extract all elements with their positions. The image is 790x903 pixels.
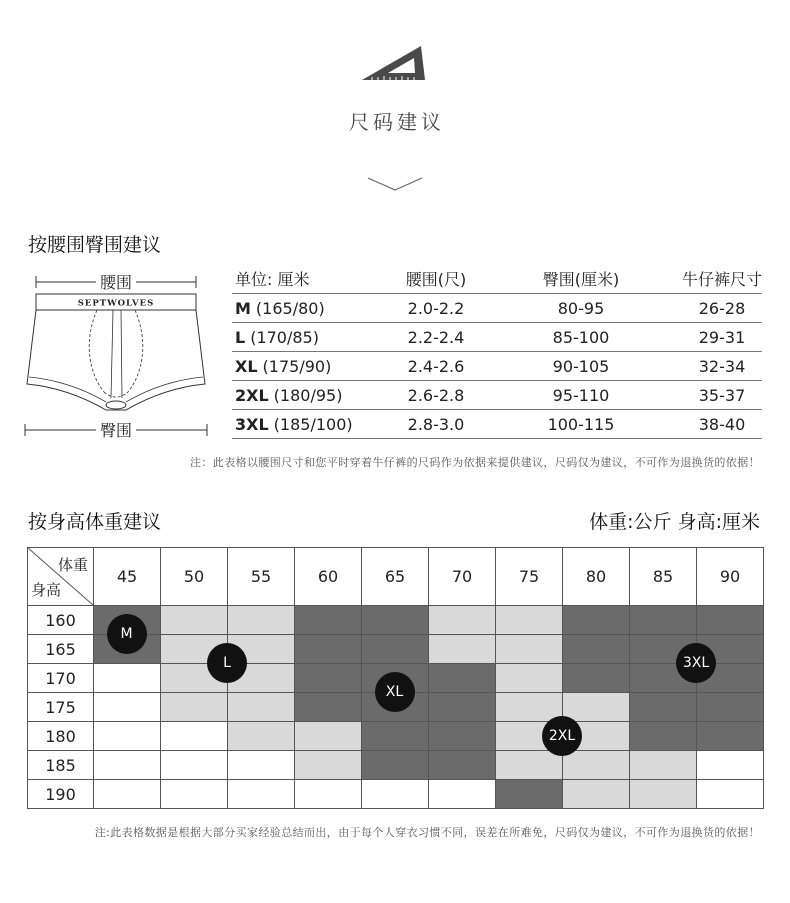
height-label-185: 185 <box>27 750 94 780</box>
size-code: 2XL <box>235 385 269 405</box>
size-cell <box>495 634 563 664</box>
table-row <box>232 352 762 381</box>
waist-label: 腰围 <box>99 273 133 292</box>
table-row <box>232 410 762 439</box>
briefs-body <box>27 310 205 410</box>
page-title: 尺码建议 <box>349 110 445 134</box>
hip-value: 100-115 <box>547 414 615 434</box>
size-cell <box>294 663 362 693</box>
waist-value: 2.6-2.8 <box>407 385 465 405</box>
waist-header: 腰围(尺) <box>405 270 467 289</box>
height-label-165: 165 <box>27 634 94 664</box>
size-cell <box>294 721 362 751</box>
set-square-icon <box>358 42 430 86</box>
waist-value: 2.8-3.0 <box>407 414 465 434</box>
weight-header-50: 50 <box>160 547 228 606</box>
size-badge-xl: XL <box>375 672 415 712</box>
size-spec: (180/95) <box>273 385 343 405</box>
weight-header-60: 60 <box>294 547 362 606</box>
size-badge-2xl: 2XL <box>542 716 582 756</box>
hip-value: 90-105 <box>552 356 610 376</box>
waist-hip-note: 注：此表格以腰围尺寸和您平时穿着牛仔裤的尺码作为依据来提供建议，尺码仅为建议，不可作为退换货的依据！ <box>190 456 760 469</box>
size-cell <box>232 328 392 347</box>
size-cell <box>294 750 362 780</box>
size-cell <box>629 721 697 751</box>
corner-weight-label: 体重 <box>57 556 88 574</box>
weight-header-90: 90 <box>696 547 764 606</box>
jeans-header: 牛仔裤尺寸 <box>682 270 763 289</box>
size-badge-l: L <box>207 643 247 683</box>
waist-value: 2.0-2.2 <box>407 298 465 318</box>
grid-corner-cell <box>27 547 94 606</box>
size-cell <box>160 605 228 635</box>
size-cell <box>93 692 161 722</box>
height-label-190: 190 <box>27 779 94 809</box>
size-cell <box>562 692 630 722</box>
size-cell <box>227 721 295 751</box>
height-weight-grid <box>27 547 764 809</box>
size-cell <box>361 750 429 780</box>
waist-value: 2.4-2.6 <box>407 356 465 376</box>
table-row <box>232 294 762 323</box>
size-cell <box>428 634 496 664</box>
size-cell <box>495 663 563 693</box>
size-cell <box>562 634 630 664</box>
set-square-body <box>362 46 425 80</box>
weight-header-70: 70 <box>428 547 496 606</box>
size-cell <box>428 605 496 635</box>
height-weight-note: 注:此表格数据是根据大部分买家经验总结而出，由于每个人穿衣习惯不同，误差在所难免，尺码仅为建议，不可作为退换货的依据！ <box>94 826 760 839</box>
size-cell <box>227 779 295 809</box>
jeans-value: 29-31 <box>698 327 746 347</box>
size-cell <box>93 779 161 809</box>
unit-header: 单位: 厘米 <box>235 270 310 289</box>
table-header-row <box>232 264 762 294</box>
size-cell <box>495 750 563 780</box>
weight-header-65: 65 <box>361 547 429 606</box>
size-cell <box>428 692 496 722</box>
size-cell <box>160 721 228 751</box>
size-code: M <box>235 298 251 318</box>
size-cell <box>696 605 764 635</box>
size-cell <box>227 605 295 635</box>
size-cell <box>294 634 362 664</box>
corner-height-label: 身高 <box>31 581 62 599</box>
size-cell <box>361 605 429 635</box>
size-cell <box>232 415 392 434</box>
size-cell <box>629 750 697 780</box>
size-cell <box>232 299 392 318</box>
size-cell <box>294 779 362 809</box>
size-cell <box>562 663 630 693</box>
size-cell <box>232 357 392 376</box>
chevron-stroke <box>368 178 422 190</box>
chevron-down-icon <box>364 172 426 194</box>
size-cell <box>93 750 161 780</box>
waist-hip-table <box>232 264 762 439</box>
size-cell <box>428 721 496 751</box>
size-cell <box>495 605 563 635</box>
weight-header-75: 75 <box>495 547 563 606</box>
size-cell <box>696 779 764 809</box>
size-cell <box>232 386 392 405</box>
size-badge-m: M <box>107 614 147 654</box>
hip-value: 80-95 <box>557 298 605 318</box>
size-spec: (185/100) <box>273 414 353 434</box>
briefs-illustration <box>20 262 245 444</box>
size-code: XL <box>235 356 258 376</box>
size-cell <box>562 750 630 780</box>
size-cell <box>495 779 563 809</box>
size-cell <box>227 692 295 722</box>
size-cell <box>629 605 697 635</box>
size-spec: (175/90) <box>262 356 332 376</box>
size-spec: (165/80) <box>255 298 325 318</box>
size-cell <box>428 750 496 780</box>
height-label-160: 160 <box>27 605 94 635</box>
height-weight-heading: 按身高体重建议 <box>28 511 162 533</box>
weight-header-80: 80 <box>562 547 630 606</box>
jeans-value: 38-40 <box>698 414 746 434</box>
size-cell <box>562 605 630 635</box>
hip-header: 臀围(厘米) <box>542 270 620 289</box>
size-cell <box>160 692 228 722</box>
size-code: L <box>235 327 246 347</box>
hip-value: 85-100 <box>552 327 610 347</box>
hip-value: 95-110 <box>552 385 610 405</box>
waist-hip-heading: 按腰围臀围建议 <box>28 234 162 256</box>
waist-value: 2.2-2.4 <box>407 327 465 347</box>
units-label: 体重:公斤 身高:厘米 <box>589 511 760 533</box>
size-cell <box>696 692 764 722</box>
size-cell <box>93 721 161 751</box>
size-cell <box>361 721 429 751</box>
jeans-value: 32-34 <box>698 356 746 376</box>
hip-label: 臀围 <box>99 421 133 440</box>
weight-header-55: 55 <box>227 547 295 606</box>
height-label-180: 180 <box>27 721 94 751</box>
size-cell <box>160 779 228 809</box>
size-cell <box>361 779 429 809</box>
waistband-brand: SEPTWOLVES <box>77 298 155 309</box>
size-cell <box>361 634 429 664</box>
size-cell <box>227 750 295 780</box>
size-cell <box>294 692 362 722</box>
size-cell <box>160 750 228 780</box>
size-cell <box>428 779 496 809</box>
jeans-value: 26-28 <box>698 298 746 318</box>
size-spec: (170/85) <box>250 327 319 347</box>
weight-header-45: 45 <box>93 547 161 606</box>
height-label-175: 175 <box>27 692 94 722</box>
size-cell <box>696 750 764 780</box>
size-cell <box>294 605 362 635</box>
height-label-170: 170 <box>27 663 94 693</box>
size-code: 3XL <box>235 414 269 434</box>
size-badge-3xl: 3XL <box>676 643 716 683</box>
briefs-crotch <box>106 401 126 409</box>
size-cell <box>629 692 697 722</box>
size-cell <box>93 663 161 693</box>
weight-header-85: 85 <box>629 547 697 606</box>
size-cell <box>428 663 496 693</box>
table-row <box>232 323 762 352</box>
size-cell <box>629 779 697 809</box>
size-cell <box>562 779 630 809</box>
jeans-value: 35-37 <box>698 385 746 405</box>
table-row <box>232 381 762 410</box>
size-cell <box>696 721 764 751</box>
